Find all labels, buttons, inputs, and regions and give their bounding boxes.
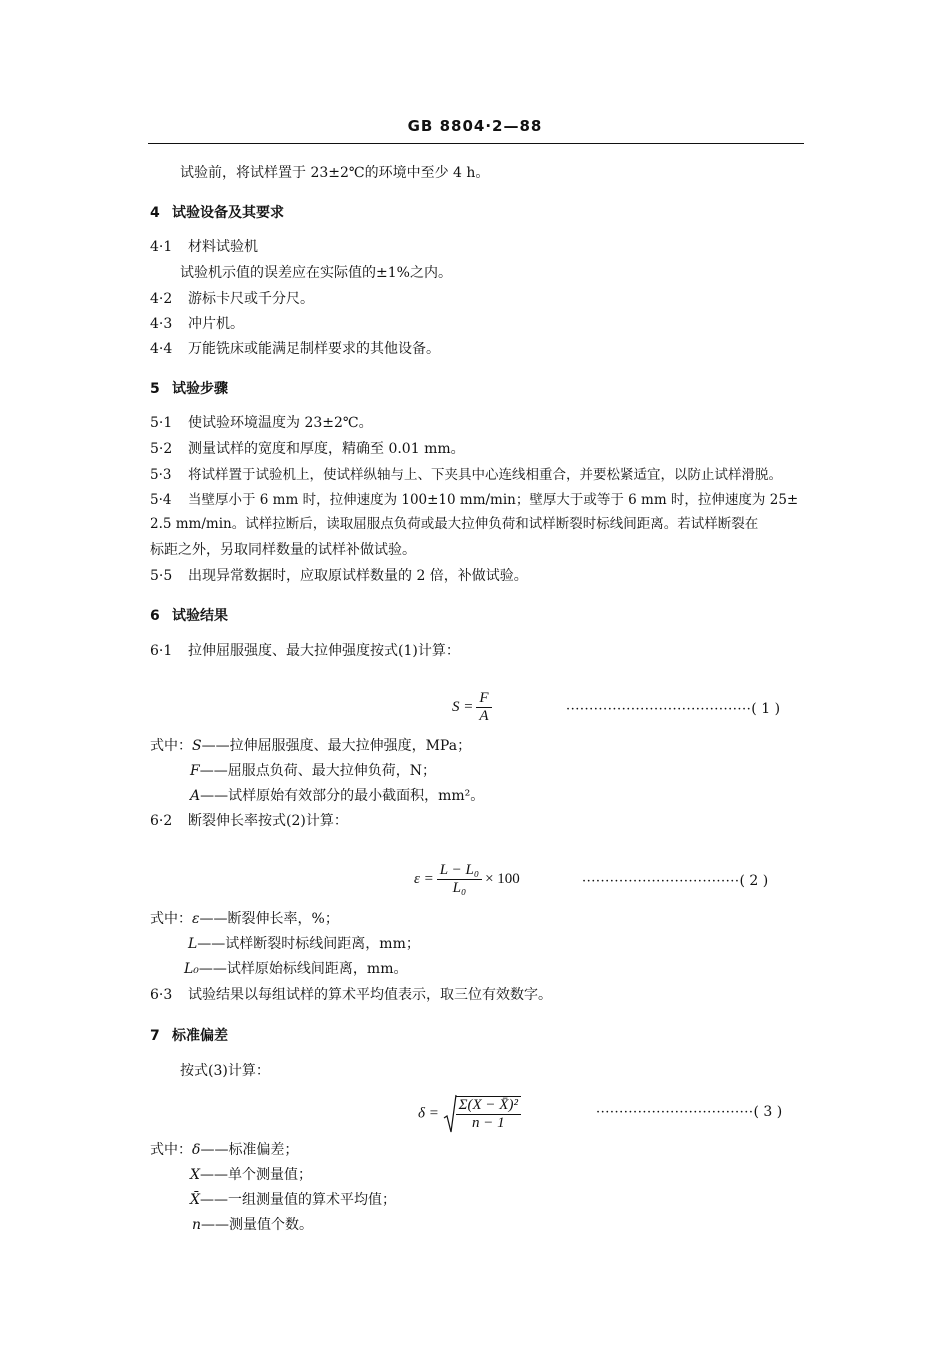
where-1-s: 式中：S——拉伸屈服强度、最大拉伸强度，MPa； bbox=[150, 738, 472, 754]
formula-2-fraction: $\frac{\text{L − L₀}}{\text{L₀}}$ bbox=[437, 862, 482, 897]
header-rule bbox=[148, 143, 804, 144]
where-3-xbar: X̄——一组测量值的算术平均值； bbox=[190, 1192, 396, 1208]
clause-5-5: 5·5 出现异常数据时，应取原试样数量的 2 倍，补做试验。 bbox=[150, 568, 528, 584]
section-6-heading: 6 试验结果 bbox=[150, 608, 228, 624]
section-7-intro: 按式(3)计算： bbox=[180, 1063, 270, 1079]
clause-4-1: 4·1 材料试验机 bbox=[150, 239, 258, 255]
formula-3-fraction: $\frac{\text{Σ(X − X̄)²}}{n - 1}$ bbox=[456, 1096, 521, 1132]
formula-3: δ = $\frac{\text{Σ(X − X̄)²}}{n - 1}$ bbox=[418, 1094, 524, 1134]
where-1-f: F——屈服点负荷、最大拉伸负荷，N； bbox=[190, 763, 436, 779]
section-5-heading: 5 试验步骤 bbox=[150, 381, 228, 397]
radical-sign-icon bbox=[443, 1094, 457, 1134]
where-2-l: L——试样断裂时标线间距离，mm； bbox=[188, 936, 420, 952]
clause-6-3: 6·3 试验结果以每组试样的算术平均值表示，取三位有效数字。 bbox=[150, 987, 552, 1003]
where-2-epsilon: 式中：ε——断裂伸长率，%； bbox=[150, 911, 339, 927]
where-1-a: A——试样原始有效部分的最小截面积，mm²。 bbox=[190, 788, 485, 804]
formula-3-leader: ··································( 3 ) bbox=[596, 1104, 783, 1120]
clause-6-1: 6·1 拉伸屈服强度、最大拉伸强度按式(1)计算： bbox=[150, 643, 460, 659]
where-3-delta: 式中：δ——标准偏差； bbox=[150, 1142, 299, 1158]
where-2-l0: L₀——试样原始标线间距离，mm。 bbox=[184, 961, 408, 977]
clause-4-2: 4·2 游标卡尺或千分尺。 bbox=[150, 291, 314, 307]
clause-4-4: 4·4 万能铣床或能满足制样要求的其他设备。 bbox=[150, 341, 440, 357]
section-7-heading: 7 标准偏差 bbox=[150, 1028, 228, 1044]
where-3-x: X——单个测量值； bbox=[190, 1167, 312, 1183]
clause-4-3: 4·3 冲片机。 bbox=[150, 316, 244, 332]
square-root bbox=[443, 1094, 524, 1134]
formula-2: ε = $\frac{\text{L − L₀}}{\text{L₀}}$ × 100 bbox=[414, 862, 520, 896]
clause-5-4: 5·4 当壁厚小于 6 mm 时，拉伸速度为 100±10 mm/min；壁厚大于或等于 6 mm 时，拉伸速度为 25± bbox=[150, 492, 799, 508]
where-3-n: n——测量值个数。 bbox=[192, 1217, 314, 1233]
clause-6-2: 6·2 断裂伸长率按式(2)计算： bbox=[150, 813, 348, 829]
clause-5-4-line3: 标距之外，另取同样数量的试样补做试验。 bbox=[150, 542, 416, 558]
clause-5-2: 5·2 测量试样的宽度和厚度，精确至 0.01 mm。 bbox=[150, 441, 465, 457]
section-4-heading: 4 试验设备及其要求 bbox=[150, 205, 284, 221]
formula-1: S = $\frac{F}{A}$ bbox=[452, 690, 495, 725]
clause-5-3: 5·3 将试样置于试验机上，使试样纵轴与上、下夹具中心连线相重合，并要松紧适宜，以防止试样滑脱。 bbox=[150, 467, 782, 483]
document-header: GB 8804·2—88 bbox=[407, 117, 543, 135]
formula-1-fraction: $\frac{F}{A}$ bbox=[476, 690, 491, 725]
clause-5-1: 5·1 使试验环境温度为 23±2℃。 bbox=[150, 415, 373, 431]
clause-4-1-text: 试验机示值的误差应在实际值的±1%之内。 bbox=[180, 265, 452, 281]
clause-5-4-line2: 2.5 mm/min。试样拉断后，读取屈服点负荷或最大拉伸负荷和试样断裂时标线间距离。若试样断裂在 bbox=[150, 516, 759, 532]
intro-paragraph: 试验前，将试样置于 23±2℃的环境中至少 4 h。 bbox=[180, 165, 490, 181]
formula-1-leader: ········································( 1 ) bbox=[566, 701, 781, 717]
formula-2-leader: ··································( 2 ) bbox=[582, 873, 769, 889]
